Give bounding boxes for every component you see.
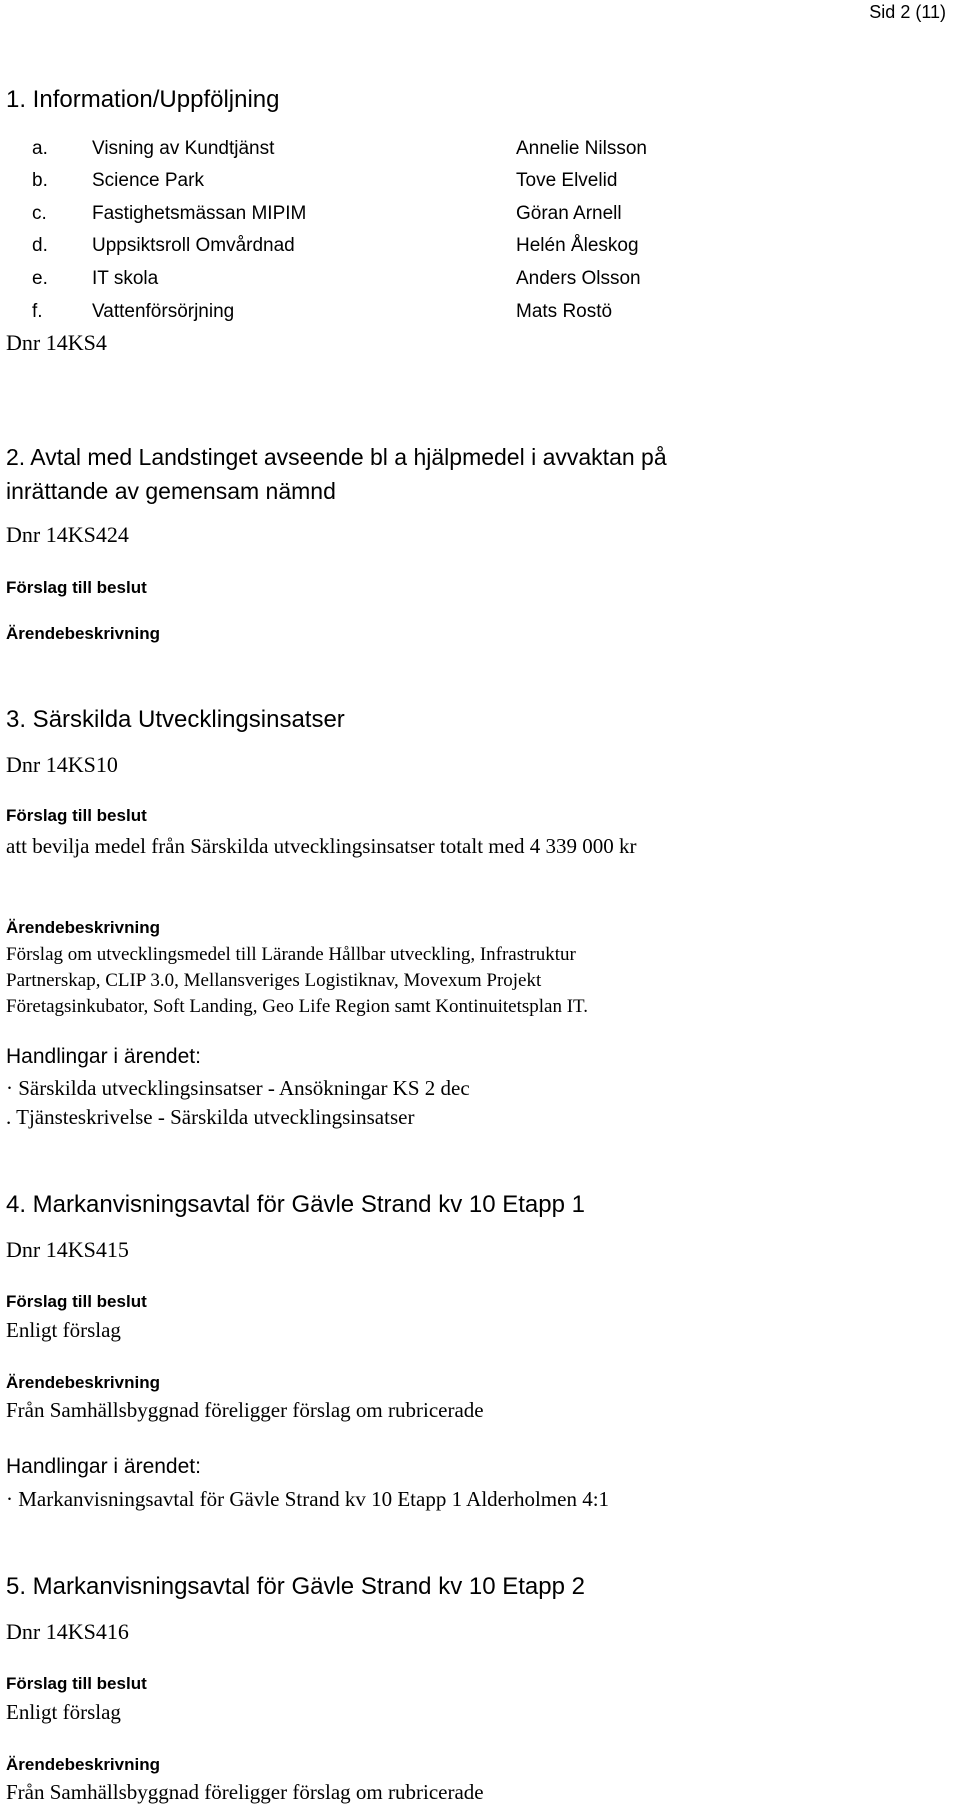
section-5-description-label: Ärendebeskrivning [6, 1755, 160, 1774]
agenda-item-title: Science Park [92, 170, 204, 191]
agenda-item-letter: c. [32, 203, 47, 224]
agenda-item-letter: f. [32, 301, 43, 322]
section-4-dnr: Dnr 14KS415 [6, 1237, 129, 1262]
agenda-item-person: Helén Åleskog [516, 235, 639, 256]
section-1-dnr: Dnr 14KS4 [6, 330, 107, 355]
section-4-documents-label: Handlingar i ärendet: [6, 1455, 201, 1478]
section-3-document-item: · Särskilda utvecklingsinsatser - Ansökningar KS 2 dec [6, 1076, 470, 1100]
agenda-item-title: Uppsiktsroll Omvårdnad [92, 235, 295, 256]
agenda-item-person: Göran Arnell [516, 203, 622, 224]
section-3-heading: 3. Särskilda Utvecklingsinsatser [6, 706, 345, 733]
section-2-dnr: Dnr 14KS424 [6, 522, 129, 547]
agenda-item-title: Fastighetsmässan MIPIM [92, 203, 307, 224]
section-3-description-label: Ärendebeskrivning [6, 918, 160, 937]
section-3-proposal-label: Förslag till beslut [6, 806, 147, 825]
agenda-item-person: Annelie Nilsson [516, 138, 647, 159]
page-number: Sid 2 (11) [869, 2, 946, 22]
section-3-description-line: Företagsinkubator, Soft Landing, Geo Life Region samt Kontinuitetsplan IT. [6, 996, 588, 1017]
section-3-dnr: Dnr 14KS10 [6, 752, 118, 777]
section-3-documents-label: Handlingar i ärendet: [6, 1045, 201, 1068]
agenda-item-title: Visning av Kundtjänst [92, 138, 275, 159]
section-5-heading: 5. Markanvisningsavtal för Gävle Strand kv 10 Etapp 2 [6, 1573, 585, 1600]
section-4-proposal-text: Enligt förslag [6, 1318, 121, 1342]
section-4-description-text: Från Samhällsbyggnad föreligger förslag om rubricerade [6, 1398, 484, 1422]
agenda-item-letter: a. [32, 138, 48, 159]
section-2-heading-line1: 2. Avtal med Landstinget avseende bl a hjälpmedel i avvaktan på [6, 444, 667, 470]
section-3-description-line: Partnerskap, CLIP 3.0, Mellansveriges Logistiknav, Movexum Projekt [6, 970, 542, 991]
section-4-description-label: Ärendebeskrivning [6, 1373, 160, 1392]
section-5-description-text: Från Samhällsbyggnad föreligger förslag om rubricerade [6, 1780, 484, 1804]
section-5-proposal-label: Förslag till beslut [6, 1674, 147, 1693]
section-1-heading: 1. Information/Uppföljning [6, 86, 280, 113]
section-4-proposal-label: Förslag till beslut [6, 1292, 147, 1311]
section-3-proposal-text: att bevilja medel från Särskilda utvecklingsinsatser totalt med 4 339 000 kr [6, 834, 637, 858]
agenda-item-letter: e. [32, 268, 48, 289]
agenda-item-letter: b. [32, 170, 48, 191]
section-3-document-item: . Tjänsteskrivelse - Särskilda utvecklingsinsatser [6, 1105, 415, 1129]
agenda-item-letter: d. [32, 235, 48, 256]
agenda-item-title: Vattenförsörjning [92, 301, 235, 322]
section-5-proposal-text: Enligt förslag [6, 1700, 121, 1724]
section-2-heading-line2: inrättande av gemensam nämnd [6, 478, 336, 504]
section-5-dnr: Dnr 14KS416 [6, 1619, 129, 1644]
section-4-document-item: · Markanvisningsavtal för Gävle Strand kv 10 Etapp 1 Alderholmen 4:1 [6, 1487, 610, 1511]
agenda-item-title: IT skola [92, 268, 159, 289]
agenda-item-person: Mats Rostö [516, 301, 613, 322]
agenda-item-person: Tove Elvelid [516, 170, 618, 191]
section-3-description-line: Förslag om utvecklingsmedel till Lärande Hållbar utveckling, Infrastruktur [6, 944, 576, 965]
section-2-proposal-label: Förslag till beslut [6, 578, 147, 597]
agenda-item-person: Anders Olsson [516, 268, 641, 289]
section-2-description-label: Ärendebeskrivning [6, 624, 160, 643]
section-4-heading: 4. Markanvisningsavtal för Gävle Strand kv 10 Etapp 1 [6, 1191, 585, 1218]
